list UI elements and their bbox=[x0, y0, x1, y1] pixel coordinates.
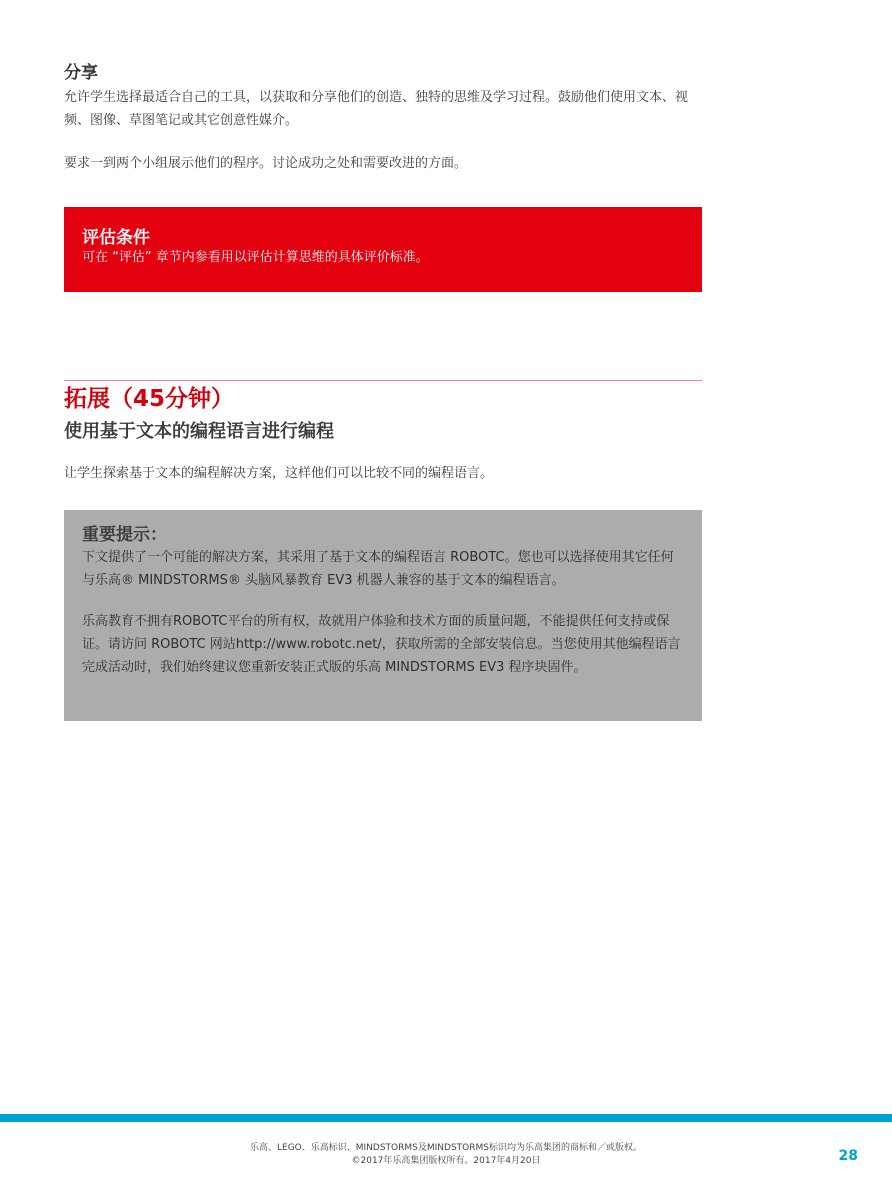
footer-bar bbox=[0, 1114, 892, 1122]
share-title: 分享 bbox=[64, 63, 98, 83]
footer-line-1: 乐高、LEGO、乐高标识、MINDSTORMS及MINDSTORMS标识均为乐高集团的商标和／或版权。 bbox=[250, 1143, 642, 1153]
share-section bbox=[64, 62, 704, 175]
extension-title: 拓展（45分钟） bbox=[64, 386, 235, 412]
tip-paragraph-2: 乐高教育不拥有ROBOTC平台的所有权，故就用户体验和技术方面的质量问题，不能提供任何支持或保证。请访问 ROBOTC 网站http://www.robotc.net/，获取所需的全部安装信息。当您使用其他编程语言完成活动时，我们始终建议您重新安装正式版的乐高 MINDSTORMS EV3 程序块固件。 bbox=[82, 614, 681, 675]
extension-text: 让学生探索基于文本的编程解决方案，这样他们可以比较不同的编程语言。 bbox=[64, 466, 494, 481]
footer-line-2: ©2017年乐高集团版权所有。2017年4月20日 bbox=[351, 1156, 541, 1166]
share-paragraph-2: 要求一到两个小组展示他们的程序。讨论成功之处和需要改进的方面。 bbox=[64, 156, 468, 171]
extension-subtitle: 使用基于文本的编程语言进行编程 bbox=[64, 421, 334, 442]
section-divider bbox=[64, 380, 702, 381]
tip-title: 重要提示： bbox=[82, 525, 167, 545]
tip-paragraph-1: 下文提供了一个可能的解决方案，其采用了基于文本的编程语言 ROBOTC。您也可以选择使用其它任何与乐高® MINDSTORMS® 头脑风暴教育 EV3 机器人兼容的基于文本的编程语言。 bbox=[82, 550, 674, 588]
footer-legal bbox=[0, 1142, 892, 1168]
page-number: 28 bbox=[838, 1148, 858, 1164]
evaluation-text: 可在 “评估” 章节内参看用以评估计算思维的具体评价标准。 bbox=[82, 250, 429, 265]
evaluation-title: 评估条件 bbox=[82, 228, 150, 248]
evaluation-callout bbox=[64, 207, 702, 292]
share-paragraph-1: 允许学生选择最适合自己的工具，以获取和分享他们的创造、独特的思维及学习过程。鼓励他们使用文本、视频、图像、草图笔记或其它创意性媒介。 bbox=[64, 90, 689, 128]
important-tip-callout bbox=[64, 510, 702, 721]
